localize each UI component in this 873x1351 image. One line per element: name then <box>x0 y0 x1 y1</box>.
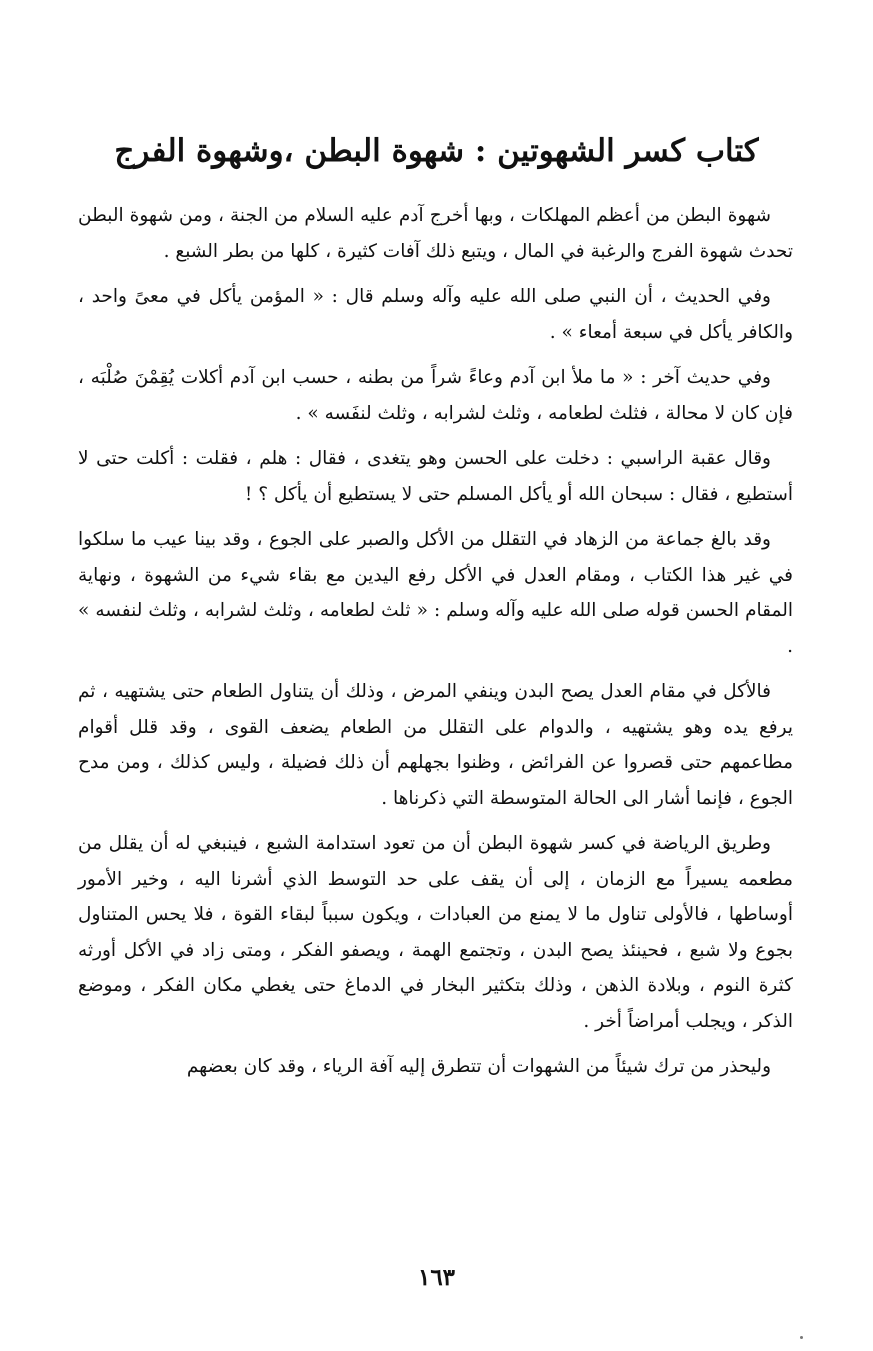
paragraph: وليحذر من ترك شيئاً من الشهوات أن تتطرق إليه آفة الرياء ، وقد كان بعضهم <box>186 1056 771 1077</box>
paragraph: وطريق الرياضة في كسر شهوة البطن أن من تعود استدامة الشبع ، فينبغي له أن يقلل من مطعمه يسيراً مع الزمان ، إلى أن يقف على حد التوسط الذي أشرنا اليه ، وخير الأمور أوساطها ، فالأولى تناول ما لا يمنع من العبادات ، ويكون سبباً لبقاء القوة ، فلا يحس المتناول بجوع ولا شبع ، فحينئذ يصح البدن ، وتجتمع الهمة ، ويصفو الفكر ، ومتى زاد في الأكل أورثه كثرة النوم ، وبلادة الذهن ، وذلك بتكثير البخار في الدماغ حتى يغطي مكان الفكر ، وموضع الذكر ، ويجلب أمراضاً أخر . <box>78 833 793 1032</box>
paragraph: فالأكل في مقام العدل يصح البدن وينفي المرض ، وذلك أن يتناول الطعام حتى يشتهيه ، ثم يرفع يده وهو يشتهيه ، والدوام على التقلل من الطعام يضعف القوى ، وقد قلل أقوام مطاعمهم حتى قصروا عن الفرائض ، وظنوا بجهلهم أن ذلك فضيلة ، وليس كذلك ، ومن مدح الجوع ، فإنما أشار الى الحالة المتوسطة التي ذكرناها . <box>78 681 793 809</box>
page-number: ١٦٣ <box>417 1264 456 1291</box>
scan-speck <box>800 1336 803 1339</box>
paragraph: وفي الحديث ، أن النبي صلى الله عليه وآله وسلم قال : « المؤمن يأكل في معىً واحد ، والكافر يأكل في سبعة أمعاء » . <box>78 286 793 343</box>
paragraph: وقد بالغ جماعة من الزهاد في التقلل من الأكل والصبر على الجوع ، وقد بينا عيب ما سلكوا في غير هذا الكتاب ، ومقام العدل في الأكل رفع اليدين مع بقاء شيء من الشهوة ، ونهاية المقام الحسن قوله صلى الله عليه وآله وسلم : « ثلث لطعامه ، وثلث لشرابه ، وثلث لنفسه » . <box>78 529 793 657</box>
paragraph: وفي حديث آخر : « ما ملأ ابن آدم وعاءً شراً من بطنه ، حسب ابن آدم أكلات يُقِمْنَ صُلْبَه ، فإن كان لا محالة ، فثلث لطعامه ، وثلث لشرابه ، وثلث لنفَسه » . <box>78 367 793 424</box>
chapter-title: كتاب كسر الشهوتين : شهوة البطن ،وشهوة الفرج <box>114 132 759 169</box>
paragraph: شهوة البطن من أعظم المهلكات ، وبها أخرج آدم عليه السلام من الجنة ، ومن شهوة البطن تحدث شهوة الفرج والرغبة في المال ، ويتبع ذلك آفات كثيرة ، كلها من بطر الشبع . <box>78 205 793 262</box>
chapter-body <box>78 198 793 1095</box>
paragraph: وقال عقبة الراسبي : دخلت على الحسن وهو يتغدى ، فقال : هلم ، فقلت : أكلت حتى لا أستطيع ، فقال : سبحان الله أو يأكل المسلم حتى لا يستطيع أن يأكل ؟ ! <box>78 448 793 505</box>
